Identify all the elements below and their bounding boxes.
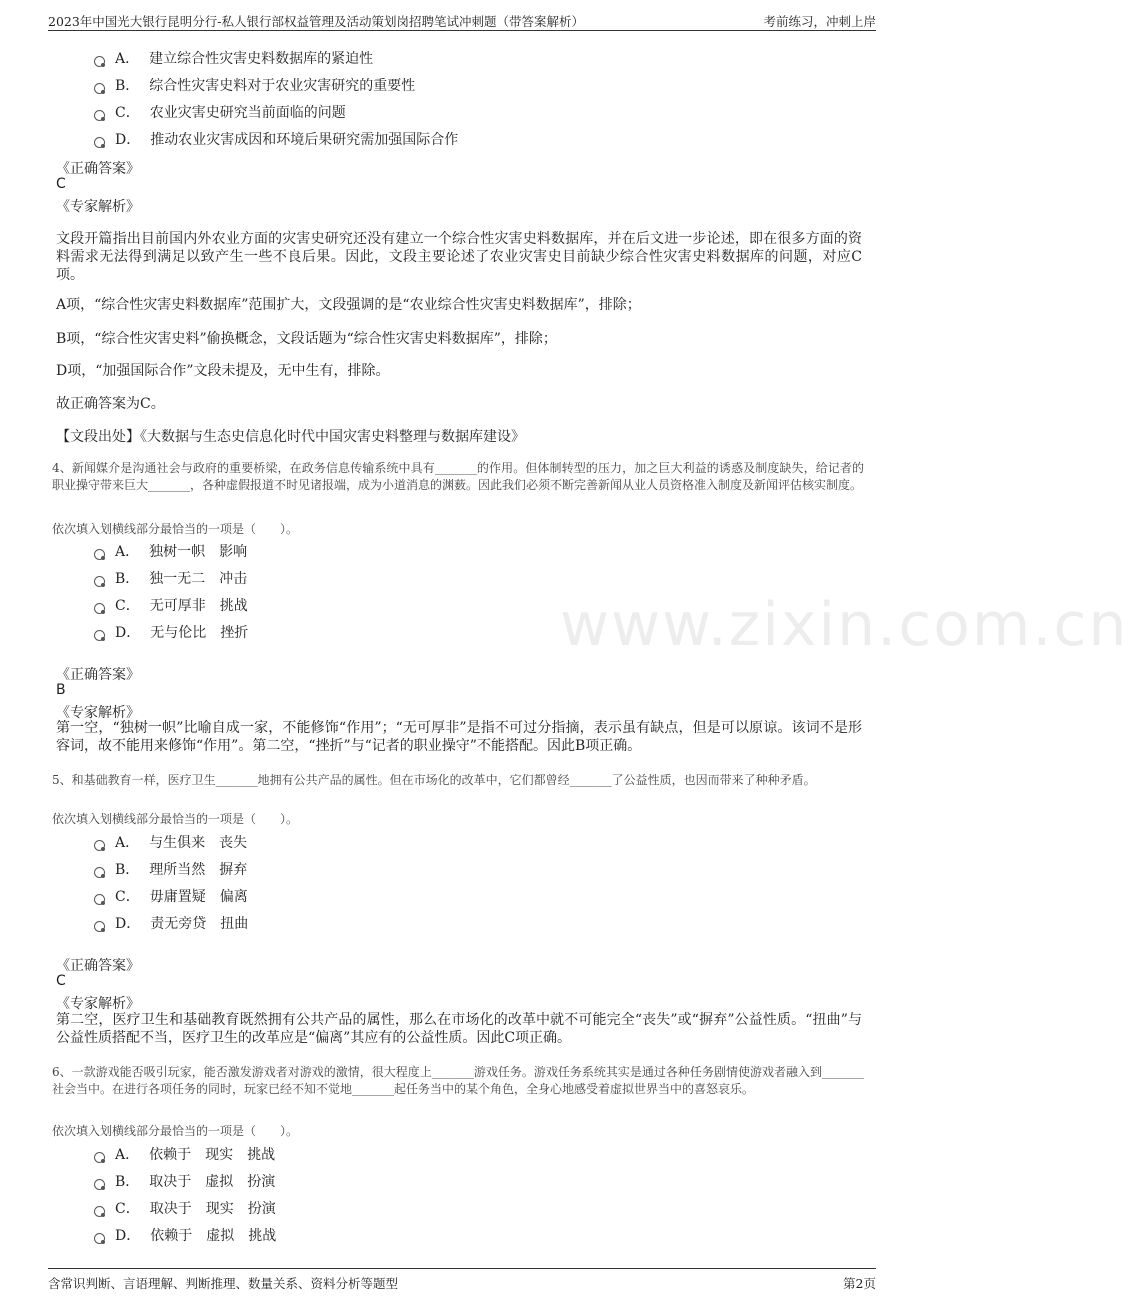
option-d[interactable]: D． 推动农业灾害成因和环境后果研究需加强国际合作 bbox=[94, 129, 458, 149]
option-a[interactable]: A． 与生俱来 丧失 bbox=[94, 832, 247, 852]
question-stem: 4、新闻媒介是沟通社会与政府的重要桥梁，在政务信息传输系统中具有_______的作用。但体制转型的压力，加之巨大利益的诱惑及制度缺失，给记者的职业操守带来巨大_______，各种虚假报道不时见诸报端，成为小道消息的渊薮。因此我们必须不断完善新闻从业人员资格准入制度及新闻评估核实制度。 bbox=[52, 461, 864, 492]
answer-value: C bbox=[56, 973, 66, 989]
option-c[interactable]: C． 农业灾害史研究当前面临的问题 bbox=[94, 102, 346, 122]
answer-value: C bbox=[56, 176, 66, 192]
analysis-label: 《专家解析》 bbox=[56, 705, 140, 721]
option-a[interactable]: A． 依赖于 现实 挑战 bbox=[94, 1144, 275, 1164]
answer-value: B bbox=[56, 682, 66, 698]
option-d[interactable]: D． 无与伦比 挫折 bbox=[94, 622, 248, 642]
question-stem: 5、和基础教育一样，医疗卫生_______地拥有公共产品的属性。但在市场化的改革中，它们都曾经_______了公益性质，也因而带来了种种矛盾。 bbox=[52, 773, 816, 787]
page-footer bbox=[48, 1268, 876, 1293]
radio-icon[interactable] bbox=[94, 603, 105, 614]
question-prompt: 依次填入划横线部分最恰当的一项是（ ）。 bbox=[52, 1124, 299, 1138]
option-c[interactable]: C． 毋庸置疑 偏离 bbox=[94, 886, 248, 906]
radio-icon[interactable] bbox=[94, 110, 105, 121]
page-number: 第2页 bbox=[843, 1276, 876, 1291]
answer-label: 《正确答案》 bbox=[56, 161, 140, 177]
question-stem: 6、一款游戏能否吸引玩家，能否激发游戏者对游戏的激情，很大程度上_______游戏任务。游戏任务系统其实是通过各种任务剧情使游戏者融入到_______社会当中。在进行各项任务的同时，玩家已经不知不觉地_______起任务当中的某个角色，全身心地感受着虚拟世界当中的喜怒哀乐。 bbox=[52, 1065, 864, 1096]
footer-note: 含常识判断、言语理解、判断推理、数量关系、资料分析等题型 bbox=[48, 1276, 399, 1291]
analysis-text: 故正确答案为C。 bbox=[56, 396, 165, 412]
radio-icon[interactable] bbox=[94, 867, 105, 878]
option-a[interactable]: A． 建立综合性灾害史料数据库的紧迫性 bbox=[94, 48, 373, 68]
radio-icon[interactable] bbox=[94, 1233, 105, 1244]
header-title: 2023年中国光大银行昆明分行-私人银行部权益管理及活动策划岗招聘笔试冲刺题（带答案解析） bbox=[48, 14, 585, 29]
radio-icon[interactable] bbox=[94, 1206, 105, 1217]
option-d[interactable]: D． 依赖于 虚拟 挑战 bbox=[94, 1225, 276, 1245]
radio-icon[interactable] bbox=[94, 1152, 105, 1163]
question-prompt: 依次填入划横线部分最恰当的一项是（ ）。 bbox=[52, 522, 299, 536]
radio-icon[interactable] bbox=[94, 576, 105, 587]
option-b[interactable]: B． 独一无二 冲击 bbox=[94, 568, 247, 588]
analysis-text: A项，“综合性灾害史料数据库”范围扩大，文段强调的是“农业综合性灾害史料数据库”，排除； bbox=[56, 297, 641, 313]
page-header bbox=[48, 8, 876, 31]
option-b[interactable]: B． 理所当然 摒弃 bbox=[94, 859, 247, 879]
option-b[interactable]: B． 取决于 虚拟 扮演 bbox=[94, 1171, 275, 1191]
answer-label: 《正确答案》 bbox=[56, 667, 140, 683]
option-a[interactable]: A． 独树一帜 影响 bbox=[94, 541, 247, 561]
analysis-text: 文段开篇指出目前国内外农业方面的灾害史研究还没有建立一个综合性灾害史料数据库，并在后文进一步论述，即在很多方面的资料需求无法得到满足以致产生一些不良后果。因此，文段主要论述了农业灾害史目前缺少综合性灾害史料数据库的问题，对应C项。 bbox=[56, 231, 862, 283]
header-slogan: 考前练习，冲刺上岸 bbox=[763, 14, 876, 29]
radio-icon[interactable] bbox=[94, 56, 105, 67]
radio-icon[interactable] bbox=[94, 1179, 105, 1190]
analysis-label: 《专家解析》 bbox=[56, 996, 140, 1012]
radio-icon[interactable] bbox=[94, 549, 105, 560]
analysis-label: 《专家解析》 bbox=[56, 199, 140, 215]
radio-icon[interactable] bbox=[94, 137, 105, 148]
analysis-text: 第一空，“独树一帜”比喻自成一家，不能修饰“作用”；“无可厚非”是指不可过分指摘，表示虽有缺点，但是可以原谅。该词不是形容词，故不能用来修饰“作用”。第二空，“挫折”与“记者的职业操守”不能搭配。因此B项正确。 bbox=[56, 720, 862, 754]
analysis-text: 第二空，医疗卫生和基础教育既然拥有公共产品的属性，那么在市场化的改革中就不可能完全“丧失”或“摒弃”公益性质。“扭曲”与公益性质搭配不当，医疗卫生的改革应是“偏离”其应有的公益性质。因此C项正确。 bbox=[56, 1012, 862, 1046]
radio-icon[interactable] bbox=[94, 83, 105, 94]
analysis-text: B项，“综合性灾害史料”偷换概念，文段话题为“综合性灾害史料数据库”，排除； bbox=[56, 331, 557, 347]
answer-label: 《正确答案》 bbox=[56, 958, 140, 974]
source-citation: 【文段出处】《大数据与生态史信息化时代中国灾害史料整理与数据库建设》 bbox=[56, 429, 525, 445]
analysis-text: D项，“加强国际合作”文段未提及，无中生有，排除。 bbox=[56, 363, 390, 379]
radio-icon[interactable] bbox=[94, 840, 105, 851]
option-c[interactable]: C． 取决于 现实 扮演 bbox=[94, 1198, 276, 1218]
radio-icon[interactable] bbox=[94, 894, 105, 905]
radio-icon[interactable] bbox=[94, 630, 105, 641]
watermark: www.zixin.com.cn bbox=[560, 590, 1128, 660]
radio-icon[interactable] bbox=[94, 921, 105, 932]
question-prompt: 依次填入划横线部分最恰当的一项是（ ）。 bbox=[52, 812, 299, 826]
option-c[interactable]: C． 无可厚非 挑战 bbox=[94, 595, 248, 615]
option-d[interactable]: D． 责无旁贷 扭曲 bbox=[94, 913, 248, 933]
option-b[interactable]: B． 综合性灾害史料对于农业灾害研究的重要性 bbox=[94, 75, 415, 95]
